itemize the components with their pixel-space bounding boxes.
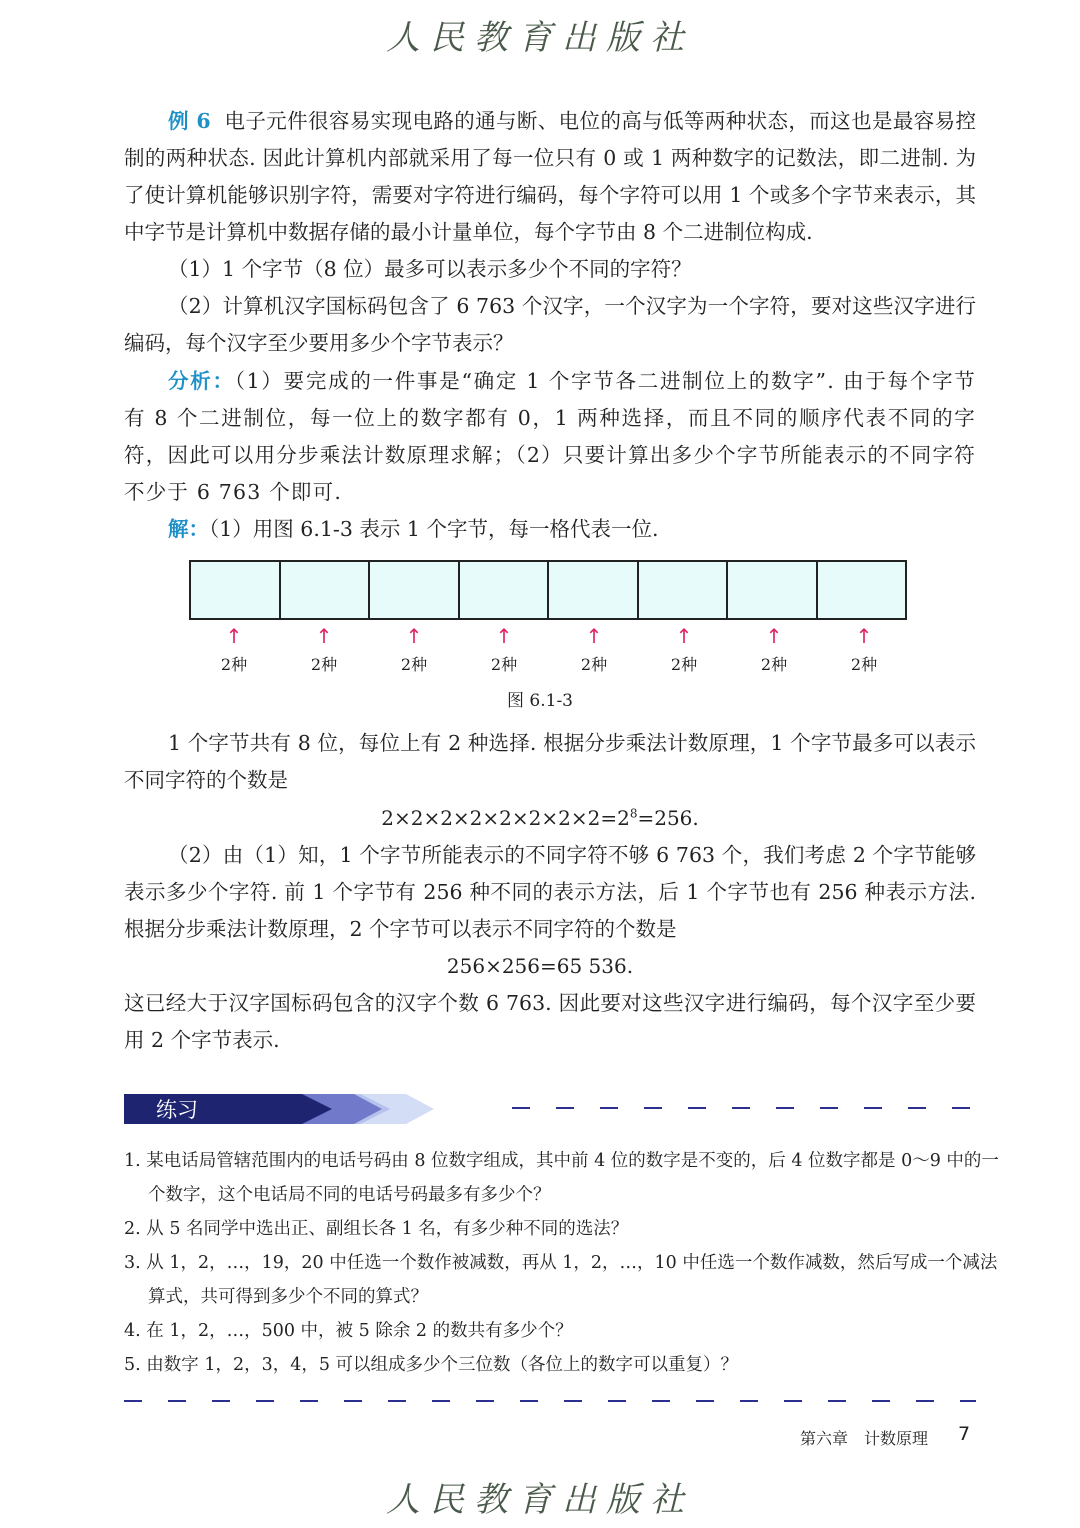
bit-arrow: [834, 626, 894, 675]
bit-arrow: [564, 626, 624, 675]
analysis-text: （1）要完成的一件事是“确定 1 个字节各二进制位上的数字”. 由于每个字节有 8 个二进制位，每一位上的数字都有 0，1 两种选择，而且不同的顺序代表不同的字符，因此可以用分步乘法计数原理求解；（2）只要计算出多少个字节所能表示的不同字符不少于 6 763 个即可.: [124, 369, 976, 504]
exercise-5: 5. 由数字 1，2，3，4，5 可以组成多少个三位数（各位上的数字可以重复）？: [124, 1355, 739, 1375]
bit-label: 2种: [400, 655, 428, 674]
bit-arrow: [204, 626, 264, 675]
up-arrow-icon: ↑: [315, 624, 333, 648]
bit-cell: [281, 562, 371, 618]
solution-text-1: （1）用图 6.1-3 表示 1 个字节，每一格代表一位.: [209, 517, 659, 541]
bit-label: 2种: [580, 655, 608, 674]
up-arrow-icon: ↑: [405, 624, 423, 648]
formula-1: [0, 806, 1080, 830]
up-arrow-icon: ↑: [675, 624, 693, 648]
bit-cell: [370, 562, 460, 618]
bit-arrow: [294, 626, 354, 675]
up-arrow-icon: ↑: [585, 624, 603, 648]
bit-arrow: [744, 626, 804, 675]
bit-cell: [639, 562, 729, 618]
up-arrow-icon: ↑: [495, 624, 513, 648]
exercise-4: 4. 在 1，2，…，500 中，被 5 除余 2 的数共有多少个？: [124, 1321, 573, 1341]
byte-diagram: [189, 560, 907, 620]
chapter-label: 第六章 计数原理: [800, 1429, 929, 1448]
bit-cell: [549, 562, 639, 618]
example-label: 例 6: [168, 109, 211, 133]
bit-arrow: [654, 626, 714, 675]
bit-label: 2种: [220, 655, 248, 674]
bit-label: 2种: [670, 655, 698, 674]
bit-cell: [728, 562, 818, 618]
bit-label: 2种: [310, 655, 338, 674]
publisher-header: 人民教育出版社: [386, 18, 694, 58]
formula-2: 256×256=65 536.: [446, 954, 634, 978]
bit-cell: [460, 562, 550, 618]
practice-banner: [124, 1094, 434, 1124]
page-number: 7: [958, 1423, 971, 1445]
bit-label: 2种: [490, 655, 518, 674]
formula-1-right: =256.: [637, 806, 699, 830]
analysis: [124, 363, 976, 511]
solution-label: 解：: [168, 517, 209, 541]
bit-arrow: [384, 626, 444, 675]
practice-title: 练习: [156, 1098, 198, 1122]
bit-label: 2种: [850, 655, 878, 674]
bit-arrow: [474, 626, 534, 675]
exercise-2: 2. 从 5 名同学中选出正、副组长各 1 名，有多少种不同的选法？: [124, 1219, 629, 1239]
figure-caption: 图 6.1-3: [507, 691, 573, 711]
bit-cell: [818, 562, 906, 618]
solution-text-3: （2）由（1）知，1 个字节所能表示的不同字符不够 6 763 个，我们考虑 2 个字节能够表示多少个字符. 前 1 个字节有 256 种不同的表示方法，后 1 个字节也有 256 种表示方法. 根据分步乘法计数原理，2 个字节可以表示不同字符的个数是: [124, 843, 976, 941]
bit-cell: [191, 562, 281, 618]
up-arrow-icon: ↑: [225, 624, 243, 648]
formula-1-left: 2×2×2×2×2×2×2×2=2: [381, 806, 630, 830]
formula-1-exponent: 8: [629, 806, 638, 821]
publisher-footer: 人民教育出版社: [386, 1480, 694, 1520]
bit-label: 2种: [760, 655, 788, 674]
example-intro-text: 电子元件很容易实现电路的通与断、电位的高与低等两种状态，而这也是最容易控制的两种状态. 因此计算机内部就采用了每一位只有 0 或 1 两种数字的记数法，即二进制. 为了使计算机能够识别字符，需要对字符进行编码，每个字符可以用 1 个或多个字节来表示，其中字节是计算机中数据存储的最小计量单位，每个字节由 8 个二进制位构成.: [124, 109, 977, 244]
exercise-1: 1. 某电话局管辖范围内的电话号码由 8 位数字组成，其中前 4 位的数字是不变的，后 4 位数字都是 0～9 中的一个数字，这个电话局不同的电话号码最多有多少个？: [124, 1151, 999, 1205]
dashed-divider-bottom: [124, 1400, 976, 1402]
solution-text-2: 1 个字节共有 8 位，每位上有 2 种选择. 根据分步乘法计数原理，1 个字节最多可以表示不同字符的个数是: [124, 731, 976, 792]
question-2: （2）计算机汉字国标码包含了 6 763 个汉字，一个汉字为一个字符，要对这些汉字进行编码，每个汉字至少要用多少个字节表示？: [124, 294, 976, 355]
up-arrow-icon: ↑: [855, 624, 873, 648]
example-intro: [124, 103, 976, 251]
up-arrow-icon: ↑: [765, 624, 783, 648]
question-1: （1）1 个字节（8 位）最多可以表示多少个不同的字符？: [168, 257, 692, 281]
dashed-divider: [512, 1107, 976, 1109]
analysis-label: 分析：: [168, 369, 235, 393]
solution-step-1: [124, 511, 976, 548]
solution-conclusion: 这已经大于汉字国标码包含的汉字个数 6 763. 因此要对这些汉字进行编码，每个汉字至少要用 2 个字节表示.: [124, 991, 976, 1052]
exercise-3: 3. 从 1，2，…，19，20 中任选一个数作被减数，再从 1，2，…，10 中任选一个数作减数，然后写成一个减法算式，共可得到多少个不同的算式？: [124, 1253, 998, 1307]
